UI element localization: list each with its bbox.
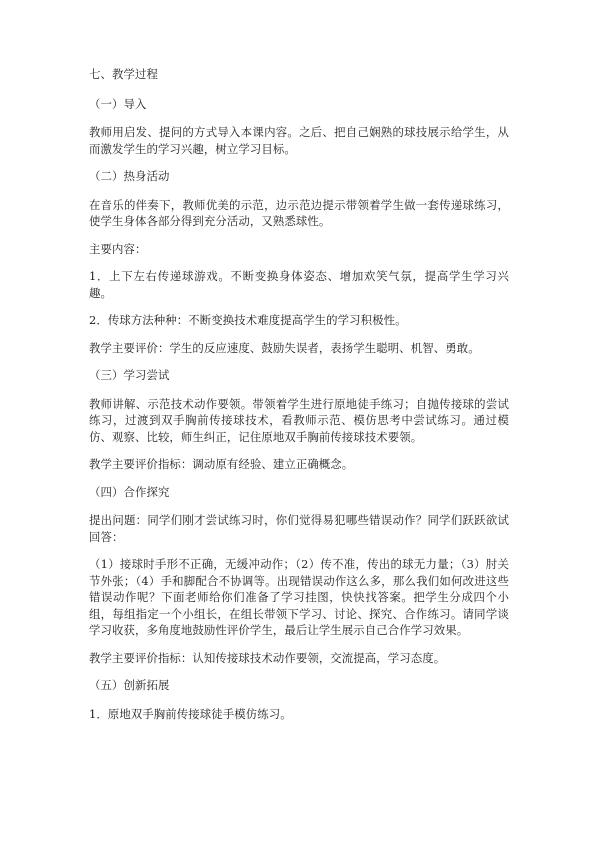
- main-content-label: 主要内容：: [89, 241, 147, 256]
- subsection-heading-intro: （一）导入: [89, 96, 147, 111]
- evaluation-text: 教学主要评价：学生的反应速度、鼓励失误者，表扬学生聪明、机智、勇敢。: [89, 340, 480, 355]
- list-item: 1．上下左右传递球游戏。不断变换身体姿态、增加欢笑气氛，提高学生学习兴趣。: [89, 269, 509, 300]
- document-page: [89, 66, 509, 733]
- subsection-heading-cooperation: （四）合作探究: [89, 484, 170, 499]
- list-item: 1．原地双手胸前传接球徒手模仿练习。: [89, 706, 292, 721]
- subsection-heading-warmup: （二）热身活动: [89, 169, 170, 183]
- section-title: 七、教学过程: [89, 67, 158, 81]
- subsection-heading-trial: （三）学习尝试: [89, 368, 170, 382]
- paragraph-warmup: 在音乐的伴奏下，教师优美的示范，边示范边提示带领着学生做一套传递球练习，使学生身体各部分得到充分活动，又熟悉球性。: [89, 197, 509, 228]
- paragraph-intro: 教师用启发、提问的方式导入本课内容。之后、把自己娴熟的球技展示给学生，从而激发学生的学习兴趣，树立学习目标。: [89, 125, 509, 156]
- paragraph-cooperation: （1）接球时手形不正确，无缓冲动作；（2）传不准，传出的球无力量；（3）肘关节外张；（4）手和脚配合不协调等。出现错误动作这么多，那么我们如何改进这些错误动作呢？下面老师给你们准备了学习挂图，快快找答案。把学生分成四个小组，每组指定一个小组长，在组长带领下学习、讨论、探究、合作练习。请同学谈学习收获，多角度地鼓励性评价学生，最后让学生展示自己合作学习效果。: [89, 557, 509, 637]
- subsection-heading-innovation: （五）创新拓展: [89, 678, 170, 692]
- evaluation-text: 教学主要评价指标：认知传接球技术动作要领，交流提高，学习态度。: [89, 650, 446, 665]
- evaluation-text: 教学主要评价指标：调动原有经验、建立正确概念。: [89, 457, 354, 471]
- paragraph-question: 提出问题：同学们刚才尝试练习时，你们觉得易犯哪些错误动作？同学们跃跃欲试回答：: [89, 513, 509, 544]
- list-item: 2．传球方法种种：不断变换技术难度提高学生的学习积极性。: [89, 313, 407, 327]
- paragraph-trial: 教师讲解、示范技术动作要领。带领着学生进行原地徒手练习；自抛传接球的尝试练习，过渡到双手胸前传接球技术，看教师示范、模仿思考中尝试练习。通过模仿、观察、比较，师生纠正，记住原地双手胸前传接球技术要领。: [89, 396, 509, 444]
